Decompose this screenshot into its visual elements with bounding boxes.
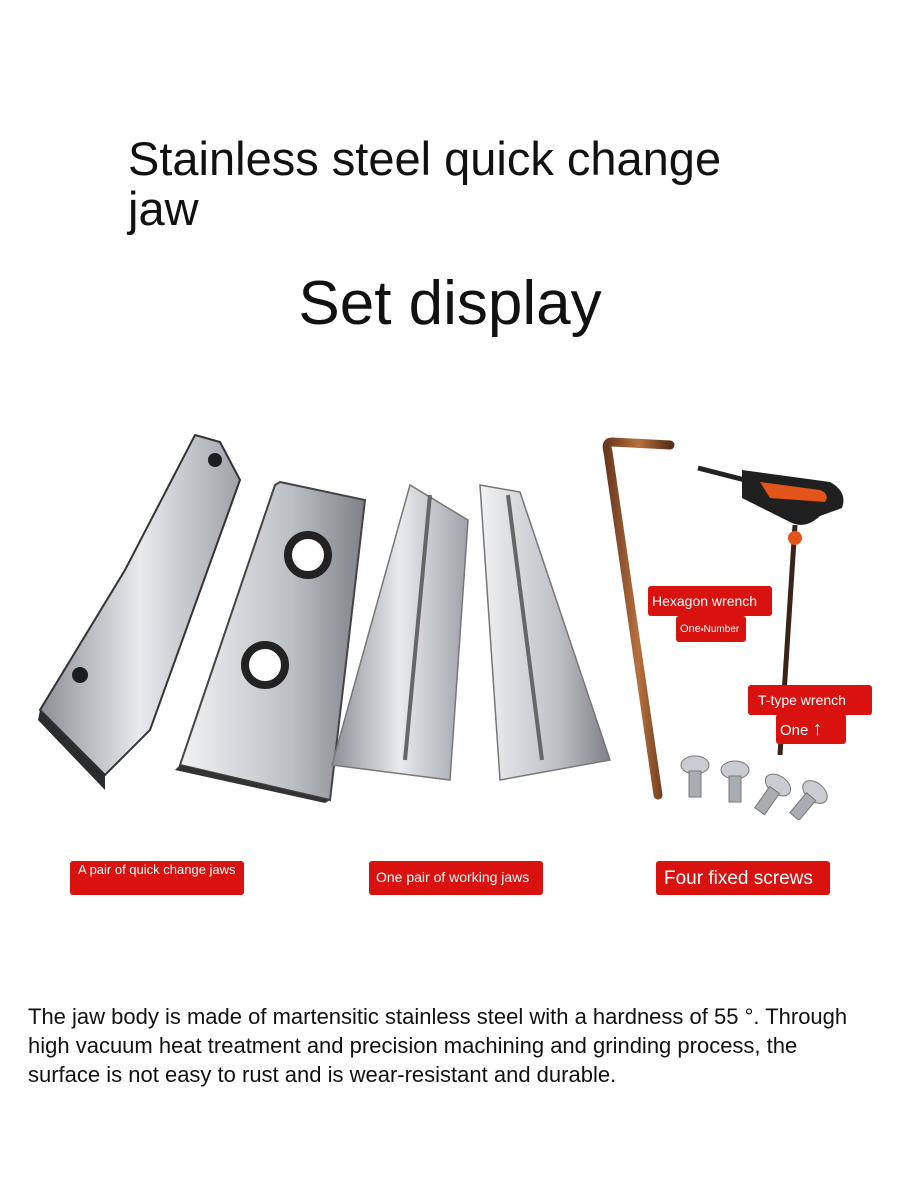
product-description: The jaw body is made of martensitic stainless steel with a hardness of 55 °. Through high vacuum heat treatment and precision machining and grinding process, the surface is not easy to rust and is wear-resistant and durable. [28,1004,848,1087]
screws-label: Four fixed screws [664,868,813,889]
t-wrench-qty-tag [776,714,846,744]
hex-wrench-qty-tag: One▪Number [676,616,746,642]
page-title: Stainless steel quick change jaw [128,132,722,235]
working-jaws-label: One pair of working jaws [376,869,530,885]
product-photo [30,420,880,820]
page-subtitle: Set display [298,269,602,338]
quick-jaws-tag [70,861,244,895]
t-wrench-qty: One [780,722,809,739]
working-jaws-tag [369,861,543,895]
t-wrench-label: T-type wrench [758,692,846,708]
t-wrench-tag [748,685,872,715]
hex-wrench-label: Hexagon wrench [652,593,758,609]
quick-jaws-label: A pair of quick change jaws [78,862,236,877]
screws-tag [656,861,830,895]
hex-wrench-qty-unit: Number [703,624,740,635]
fixed-screws [681,756,832,820]
hexagon-wrench [607,442,670,795]
working-jaw-right [480,485,610,780]
arrow-up-icon: ↑ [812,718,823,740]
hex-wrench-tag [648,586,772,616]
hex-wrench-qty: One [680,623,701,635]
